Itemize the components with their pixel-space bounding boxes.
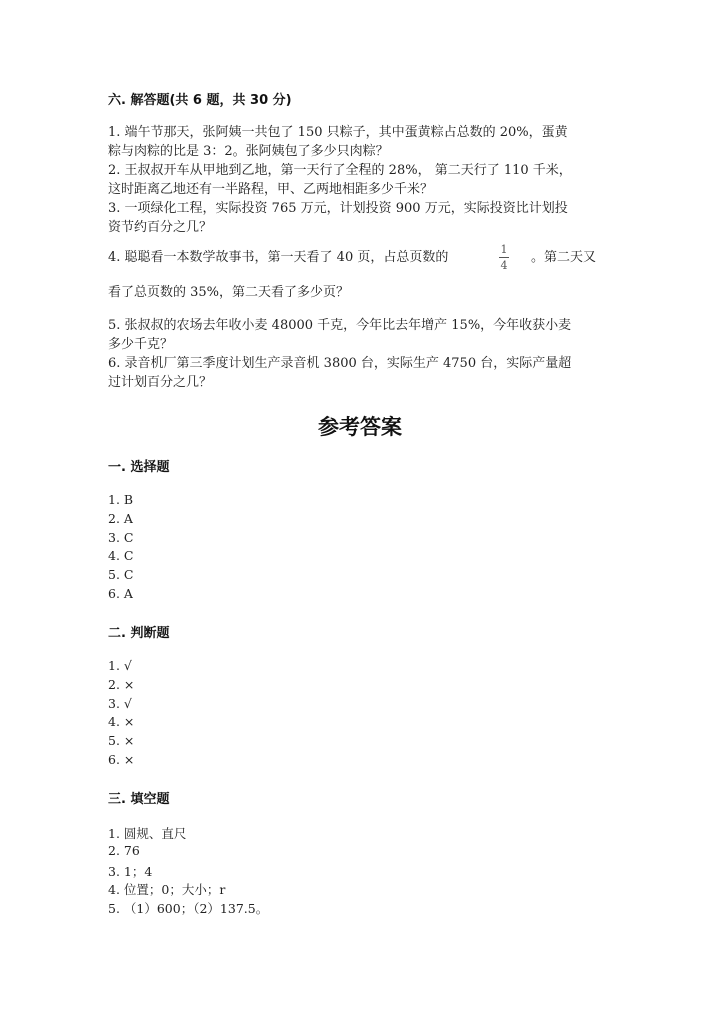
question-2-line-2: 这时距离乙地还有一半路程，甲、乙两地相距多少千米？ (108, 182, 434, 197)
question-6-line-2: 过计划百分之几？ (108, 375, 213, 390)
answer-3-item: 2. 76 (108, 843, 140, 858)
fraction-bar (499, 257, 509, 258)
answer-3-item: 5. （1）600；（2）137.5。 (108, 901, 269, 916)
fraction-denominator: 4 (500, 259, 508, 272)
answer-1-item: 1. B (108, 492, 134, 507)
answers-section-2-heading: 二. 判断题 (108, 626, 170, 641)
question-6-line-1: 6. 录音机厂第三季度计划生产录音机 3800 台，实际生产 4750 台，实际产量超 (108, 356, 572, 371)
answers-section-1-heading: 一. 选择题 (108, 460, 170, 475)
answer-3-item: 1. 圆规、直尺 (108, 826, 187, 841)
answer-2-item: 4. × (108, 714, 135, 729)
question-5-line-1: 5. 张叔叔的农场去年收小麦 48000 千克，今年比去年增产 15%，今年收获小麦 (108, 318, 572, 333)
question-1-line-2: 粽与肉粽的比是 3：2。张阿姨包了多少只肉粽？ (108, 144, 389, 159)
answer-1-item: 6. A (108, 586, 133, 601)
question-4-line-1-start: 4. 聪聪看一本数学故事书，第一天看了 40 页，占总页数的 (108, 250, 449, 265)
answer-1-item: 4. C (108, 548, 134, 563)
fraction-numerator: 1 (500, 243, 508, 256)
answer-2-item: 2. × (108, 677, 135, 692)
answer-2-item: 6. × (108, 752, 135, 767)
answer-2-item: 1. √ (108, 658, 132, 673)
answer-1-item: 3. C (108, 530, 134, 545)
question-4-line-2: 看了总页数的 35%，第二天看了多少页？ (108, 285, 350, 300)
question-3-line-2: 资节约百分之几？ (108, 220, 213, 235)
answer-2-item: 3. √ (108, 696, 132, 711)
question-4-line-1-end: 。第二天又 (531, 250, 597, 265)
question-2-line-1: 2. 王叔叔开车从甲地到乙地，第一天行了全程的 28%， 第二天行了 110 千米， (108, 163, 572, 178)
section-heading-part6: 六. 解答题(共 6 题，共 30 分) (108, 93, 292, 108)
question-3-line-1: 3. 一项绿化工程，实际投资 765 万元，计划投资 900 万元，实际投资比计划投 (108, 201, 568, 216)
question-1-line-1: 1. 端午节那天，张阿姨一共包了 150 只粽子，其中蛋黄粽占总数的 20%，蛋黄 (108, 125, 568, 140)
answer-3-item: 4. 位置；0；大小；r (108, 882, 226, 897)
answer-1-item: 2. A (108, 511, 133, 526)
question-5-line-2: 多少千克？ (108, 337, 174, 352)
answers-section-3-heading: 三. 填空题 (108, 792, 170, 807)
answer-2-item: 5. × (108, 733, 135, 748)
answers-title: 参考答案 (318, 415, 402, 439)
answer-1-item: 5. C (108, 567, 134, 582)
answer-3-item: 3. 1；4 (108, 864, 153, 879)
fraction-one-quarter (499, 244, 509, 271)
